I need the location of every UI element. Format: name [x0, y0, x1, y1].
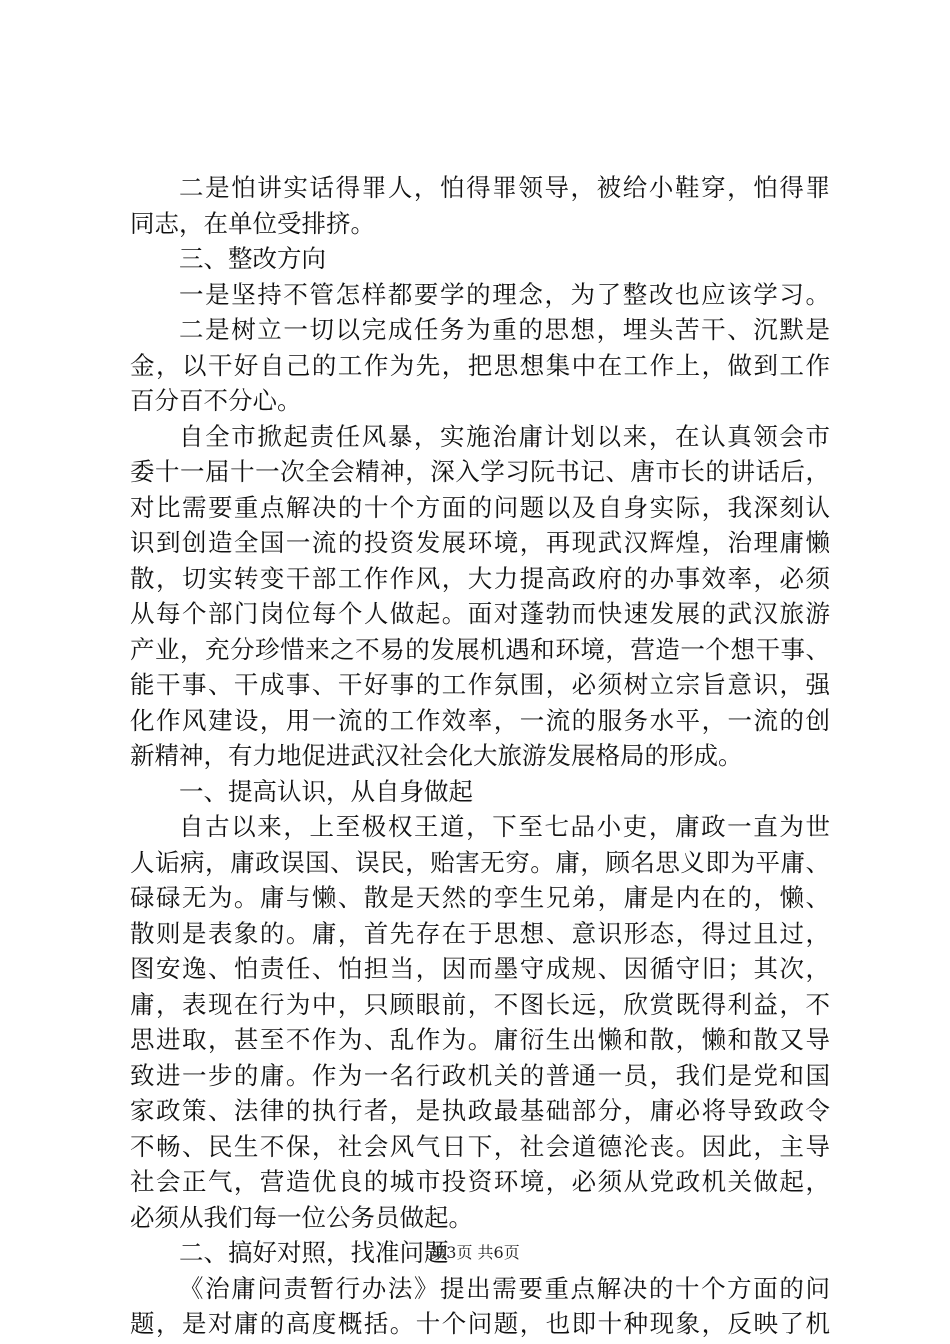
text-line: 题，是对庸的高度概括。十个问题，也即十种现象，反映了机	[130, 1309, 830, 1338]
text-line: 百分百不分心。	[130, 386, 302, 415]
text-line: 产业，充分珍惜来之不易的发展机遇和环境，营造一个想干事、	[130, 634, 830, 664]
text-line: 化作风建设，用一流的工作效率，一流的服务水平，一流的创	[130, 705, 830, 735]
text-line: 散则是表象的。庸，首先存在于思想、意识形态，得过且过，	[130, 918, 830, 948]
text-line: 金，以干好自己的工作为先，把思想集中在工作上，做到工作	[130, 350, 830, 380]
page-footer: 第3页 共6页	[430, 1243, 520, 1262]
text-line: 对比需要重点解决的十个方面的问题以及自身实际，我深刻认	[130, 492, 830, 522]
text-line: 家政策、法律的执行者，是执政最基础部分，庸必将导致政令	[130, 1096, 830, 1125]
text-line: 一、提高认识，从自身做起	[179, 776, 473, 806]
text-line: 社会正气，营造优良的城市投资环境，必须从党政机关做起，	[130, 1167, 830, 1196]
document-body	[130, 170, 830, 1342]
text-line: 二是怕讲实话得罪人，怕得罪领导，被给小鞋穿，怕得罪	[179, 173, 830, 202]
text-line: 二是树立一切以完成任务为重的思想，埋头苦干、沉默是	[179, 315, 830, 344]
text-line: 识到创造全国一流的投资发展环境，再现武汉辉煌，治理庸懒	[130, 528, 830, 557]
text-line: 自古以来，上至极权王道，下至七品小吏，庸政一直为世	[179, 812, 830, 841]
text-line: 图安逸、怕责任、怕担当，因而墨守成规、因循守旧；其次，	[130, 954, 830, 983]
text-line: 同志，在单位受排挤。	[130, 208, 375, 238]
text-line: 自全市掀起责任风暴，实施治庸计划以来，在认真领会市	[179, 421, 830, 451]
text-line: 庸，表现在行为中，只顾眼前，不图长远，欣赏既得利益，不	[130, 989, 830, 1019]
text-line: 散，切实转变干部工作作风，大力提高政府的办事效率，必须	[130, 563, 830, 593]
text-line: 能干事、干成事、干好事的工作氛围，必须树立宗旨意识，强	[130, 670, 830, 699]
text-line: 一是坚持不管怎样都要学的理念，为了整改也应该学习。	[179, 279, 830, 309]
text-line: 碌碌无为。庸与懒、散是天然的孪生兄弟，庸是内在的，懒、	[130, 883, 830, 912]
text-line: 《治庸问责暂行办法》提出需要重点解决的十个方面的问	[179, 1273, 830, 1303]
text-line: 从每个部门岗位每个人做起。面对蓬勃而快速发展的武汉旅游	[130, 599, 830, 628]
text-line: 必须从我们每一位公务员做起。	[130, 1202, 473, 1232]
text-line: 思进取，甚至不作为、乱作为。庸衍生出懒和散，懒和散又导	[130, 1025, 830, 1054]
text-line: 二、搞好对照，找准问题	[179, 1238, 449, 1267]
text-line: 不畅、民生不保，社会风气日下，社会道德沦丧。因此，主导	[130, 1131, 830, 1161]
text-line: 人诟病，庸政误国、误民，贻害无穷。庸，顾名思义即为平庸、	[130, 847, 830, 877]
text-line: 委十一届十一次全会精神，深入学习阮书记、唐市长的讲话后，	[130, 457, 830, 486]
text-line: 新精神，有力地促进武汉社会化大旅游发展格局的形成。	[130, 741, 743, 770]
text-line: 三、整改方向	[179, 244, 326, 273]
text-line: 致进一步的庸。作为一名行政机关的普通一员，我们是党和国	[130, 1060, 830, 1090]
